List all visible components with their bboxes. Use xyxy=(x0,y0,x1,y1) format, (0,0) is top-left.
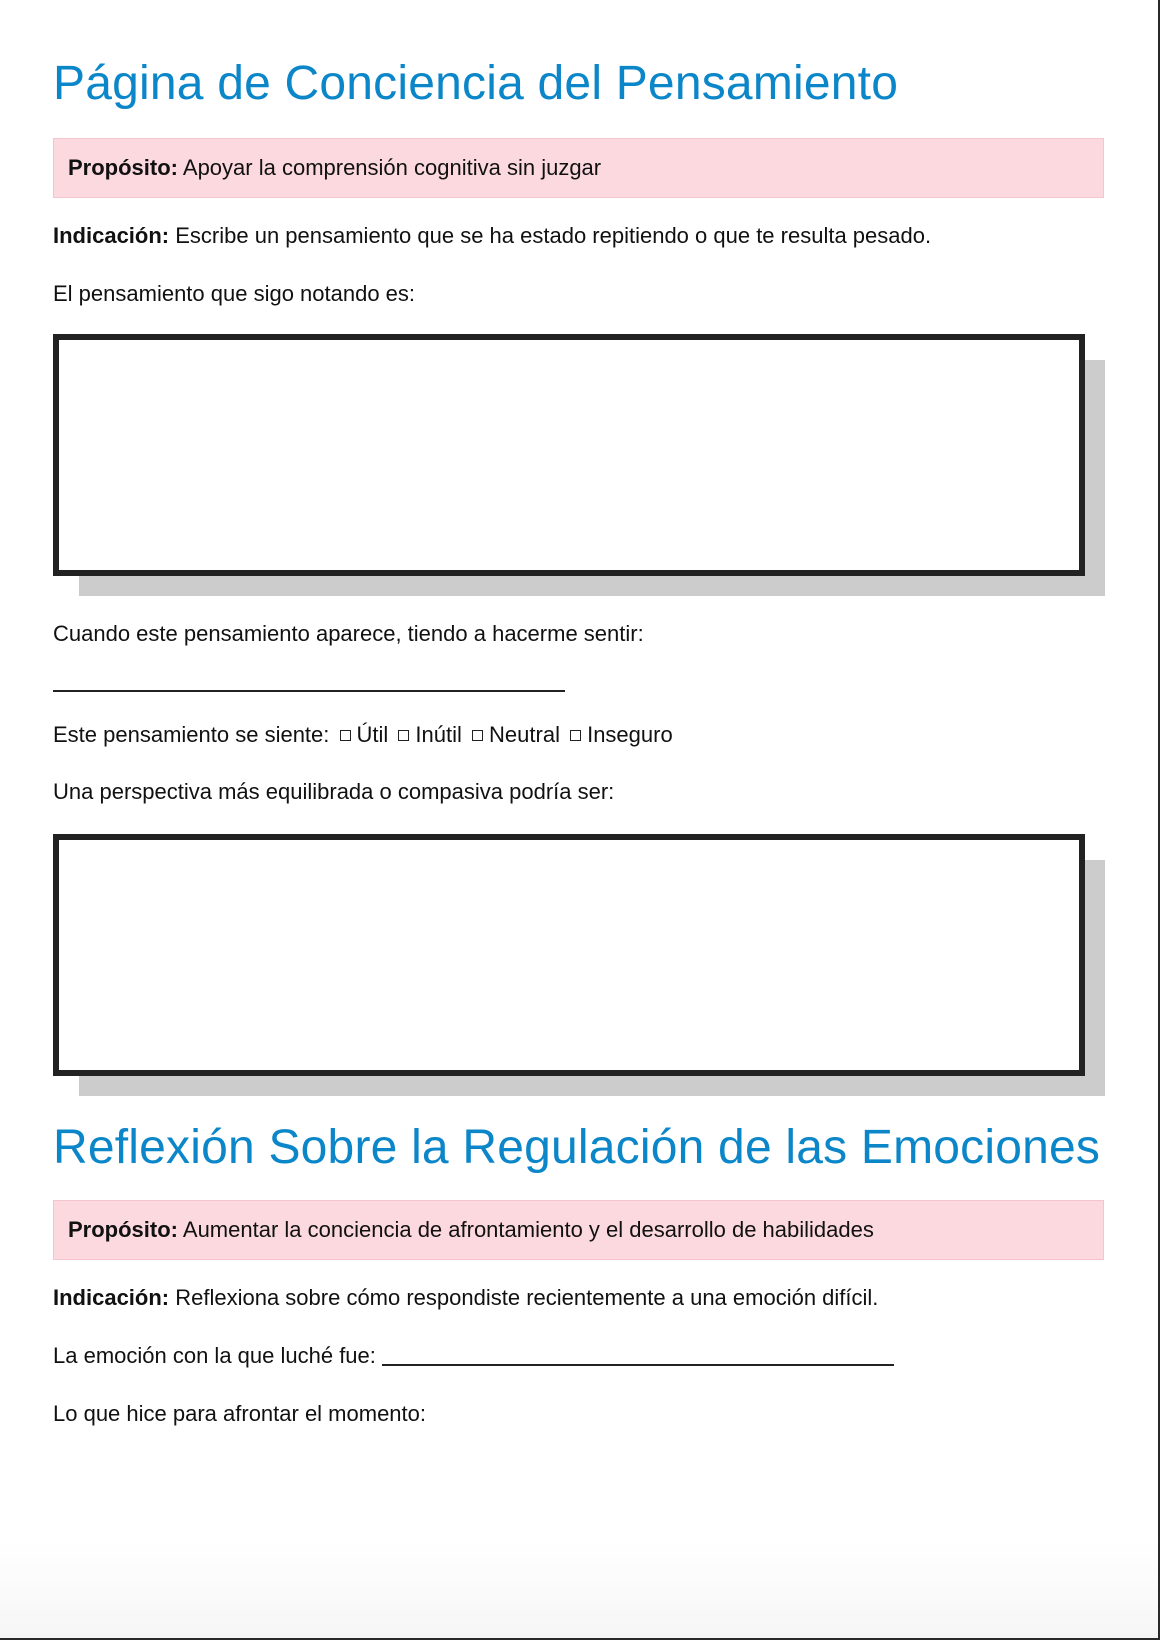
purpose-label: Propósito: xyxy=(68,1216,178,1242)
checkbox-util[interactable] xyxy=(340,730,351,741)
balanced-label: Una perspectiva más equilibrada o compasiva podría ser: xyxy=(53,778,615,804)
thought-label: El pensamiento que sigo notando es: xyxy=(53,280,416,306)
option-inseguro: Inseguro xyxy=(587,721,673,747)
coping-label: Lo que hice para afrontar el momento: xyxy=(53,1400,427,1426)
emotion-label: La emoción con la que luché fue: xyxy=(53,1342,383,1368)
section-title-emotion-regulation: Reflexión Sobre la Regulación de las Emociones xyxy=(53,1120,1101,1174)
purpose-banner xyxy=(53,1200,1104,1260)
prompt-line xyxy=(53,1284,1104,1312)
balanced-writing-box[interactable] xyxy=(53,834,1085,1076)
emotion-line xyxy=(53,1342,1104,1370)
purpose-label: Propósito: xyxy=(68,154,178,180)
prompt-text: Escribe un pensamiento que se ha estado repitiendo o que te resulta pesado. xyxy=(169,222,932,248)
purpose-text: Aumentar la conciencia de afrontamiento y el desarrollo de habilidades xyxy=(178,1216,874,1242)
emotion-answer-line[interactable] xyxy=(382,1364,894,1366)
thought-check-line xyxy=(53,721,1104,749)
balanced-response-area xyxy=(53,834,1105,1096)
checkbox-inseguro[interactable] xyxy=(570,730,581,741)
prompt-label: Indicación: xyxy=(53,1284,170,1310)
prompt-line xyxy=(53,222,1104,250)
checkbox-inutil[interactable] xyxy=(398,730,409,741)
purpose-banner xyxy=(53,138,1104,198)
section-title-thought-awareness: Página de Conciencia del Pensamiento xyxy=(53,57,899,110)
feel-label: Cuando este pensamiento aparece, tiendo a hacerme sentir: xyxy=(53,620,644,646)
prompt-text: Reflexiona sobre cómo respondiste recientemente a una emoción difícil. xyxy=(169,1284,879,1310)
option-util: Útil xyxy=(356,721,389,747)
purpose-text: Apoyar la comprensión cognitiva sin juzgar xyxy=(178,154,602,180)
prompt-label: Indicación: xyxy=(53,222,170,248)
checkbox-neutral[interactable] xyxy=(472,730,483,741)
thought-response-area xyxy=(53,334,1105,596)
thought-writing-box[interactable] xyxy=(53,334,1085,576)
option-inutil: Inútil xyxy=(415,721,462,747)
check-intro: Este pensamiento se siente: xyxy=(53,721,330,747)
option-neutral: Neutral xyxy=(489,721,560,747)
feel-answer-line[interactable] xyxy=(53,690,565,692)
